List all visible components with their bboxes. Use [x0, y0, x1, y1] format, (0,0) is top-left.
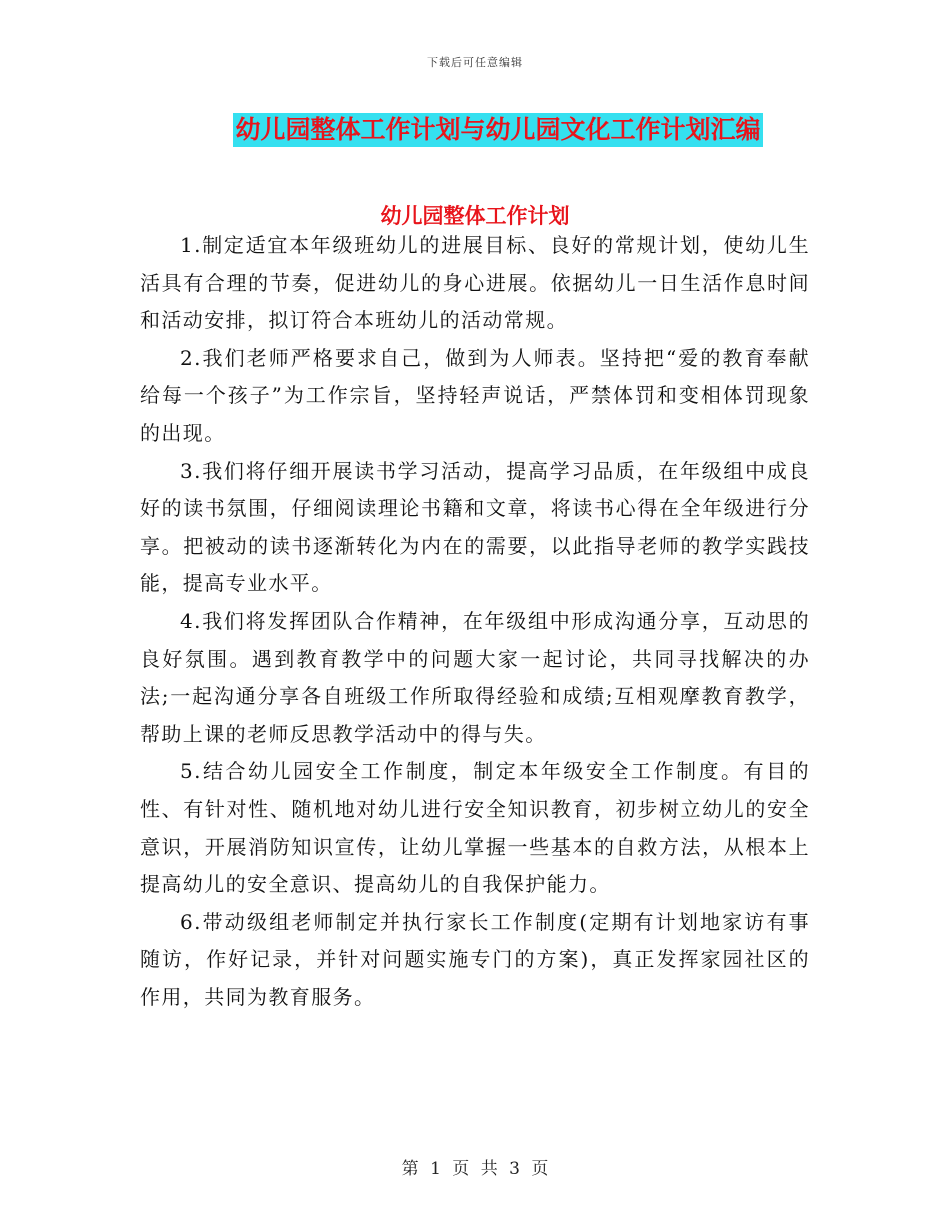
- main-title: 幼儿园整体工作计划与幼儿园文化工作计划汇编: [233, 113, 762, 147]
- paragraph: 3.我们将仔细开展读书学习活动，提高学习品质，在年级组中成良好的读书氛围，仔细阅读理论书籍和文章，将读书心得在全年级进行分享。把被动的读书逐渐转化为内在的需要，以此指导老师的教学实践技能，提高专业水平。: [140, 458, 810, 596]
- paragraph: 6.带动级组老师制定并执行家长工作制度(定期有计划地家访有事随访，作好记录，并针对问题实施专门的方案)，真正发挥家园社区的作用，共同为教育服务。: [140, 909, 810, 1009]
- body-text: [140, 227, 810, 1016]
- main-title-container: [0, 113, 950, 147]
- paragraph: 2.我们老师严格要求自己，做到为人师表。坚持把“爱的教育奉献给每一个孩子”为工作宗旨，坚持轻声说话，严禁体罚和变相体罚现象的出现。: [140, 345, 810, 445]
- section-title: 幼儿园整体工作计划: [380, 203, 570, 228]
- paragraph: 5.结合幼儿园安全工作制度，制定本年级安全工作制度。有目的性、有针对性、随机地对幼儿进行安全知识教育，初步树立幼儿的安全意识，开展消防知识宣传，让幼儿掌握一些基本的自救方法，从根本上提高幼儿的安全意识、提高幼儿的自我保护能力。: [140, 759, 810, 897]
- header-note: 下载后可任意编辑: [427, 56, 523, 69]
- paragraph: 1.制定适宜本年级班幼儿的进展目标、良好的常规计划，使幼儿生活具有合理的节奏，促进幼儿的身心进展。依据幼儿一日生活作息时间和活动安排，拟订符合本班幼儿的活动常规。: [140, 233, 810, 333]
- page-footer: 第 1 页 共 3 页: [401, 1159, 549, 1179]
- paragraph: 4.我们将发挥团队合作精神，在年级组中形成沟通分享，互动思的良好氛围。遇到教育教学中的问题大家一起讨论，共同寻找解决的办法;一起沟通分享各自班级工作所取得经验和成绩;互相观摩教育教学，帮助上课的老师反思教学活动中的得与失。: [140, 608, 810, 746]
